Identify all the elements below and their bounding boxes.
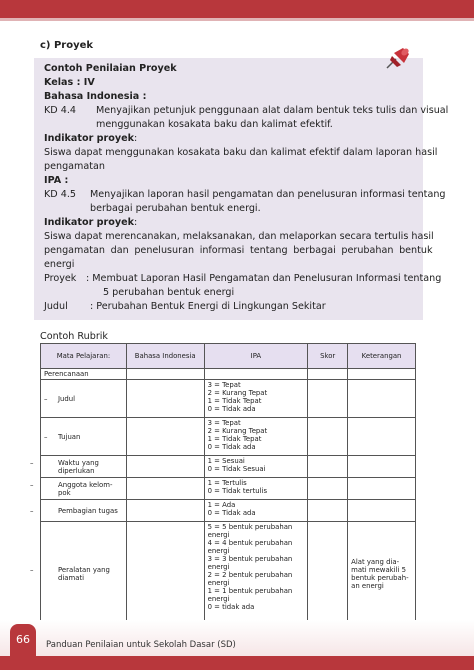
- col-header-bahasa: Bahasa Indonesia: [126, 344, 204, 369]
- item-label: Anggota kelom-pok: [58, 480, 113, 497]
- rubric-table: [30, 343, 416, 626]
- table-row: – Anggota kelom-pok 1 = Tertulis 0 = Tidak tertulis: [41, 478, 416, 500]
- subject-ipa: IPA :: [44, 175, 69, 186]
- proyek-line2: 5 perubahan bentuk energi: [103, 287, 235, 298]
- indicator1-heading: Indikator proyek:: [44, 133, 138, 144]
- proyek-line1: : Membuat Laporan Hasil Pengamatan dan Penelusuran Informasi tentang: [86, 273, 442, 284]
- footer-background: [0, 620, 474, 656]
- item-label: Tujuan: [58, 432, 81, 441]
- subject-bahasa: Bahasa Indonesia :: [44, 91, 147, 102]
- kd1-number: KD 4.4: [44, 105, 76, 116]
- table-row: – Tujuan 3 = Tepat 2 = Kurang Tepat 1 = Tidak Tepat 0 = Tidak ada: [41, 418, 416, 456]
- item-label: Peralatan yang diamati: [58, 565, 110, 582]
- indicator2-line2: pengamatan dan penelusuran informasi tentang berbagai perubahan bentuk: [44, 245, 433, 256]
- top-band-shadow: [0, 18, 474, 21]
- kd1-line2: menggunakan kosakata baku dan kalimat efektif.: [96, 119, 333, 130]
- push-pin-icon: [383, 44, 413, 72]
- item-label: Waktu yang diperlukan: [58, 458, 99, 475]
- project-title: Contoh Penilaian Proyek: [44, 63, 177, 74]
- item-label: Judul: [58, 394, 76, 403]
- table-row: – Pembagian tugas 1 = Ada 0 = Tidak ada: [41, 500, 416, 522]
- col-header-ipa: IPA: [204, 344, 308, 369]
- col-header-subject: Mata Pelajaran:: [41, 344, 127, 369]
- indicator2-heading: Indikator proyek:: [44, 217, 138, 228]
- project-box: [34, 58, 449, 320]
- class-label: Kelas : IV: [44, 77, 95, 88]
- page-number: 66: [10, 624, 36, 656]
- top-band: [0, 0, 474, 18]
- judul-label: Judul: [44, 301, 68, 312]
- proyek-label: Proyek: [44, 273, 77, 284]
- col-header-skor: Skor: [308, 344, 348, 369]
- judul-value: : Perubahan Bentuk Energi di Lingkungan Sekitar: [90, 301, 326, 312]
- section-label: Perencanaan: [41, 369, 127, 380]
- table-row: – Judul 3 = Tepat 2 = Kurang Tepat 1 = Tidak Tepat 0 = Tidak ada: [41, 380, 416, 418]
- rubric-title: Contoh Rubrik: [40, 331, 108, 342]
- section-row: [41, 369, 416, 380]
- bottom-band: [0, 656, 474, 670]
- indicator2-line3: energi: [44, 259, 75, 270]
- indicator1-line2: pengamatan: [44, 161, 105, 172]
- indicator2-line1: Siswa dapat merencanakan, melaksanakan, dan melaporkan secara tertulis hasil: [44, 231, 434, 242]
- kd2-number: KD 4.5: [44, 189, 76, 200]
- kd1-line1: Menyajikan petunjuk penggunaan alat dalam bentuk teks tulis dan visual: [96, 105, 449, 116]
- table-row: – Waktu yang diperlukan 1 = Sesuai 0 = Tidak Sesuai: [41, 456, 416, 478]
- kd2-line1: Menyajikan laporan hasil pengamatan dan penelusuran informasi tentang: [90, 189, 446, 200]
- section-heading: c) Proyek: [40, 40, 94, 51]
- indicator1-line1: Siswa dapat menggunakan kosakata baku dan kalimat efektif dalam laporan hasil: [44, 147, 438, 158]
- col-header-keterangan: Keterangan: [348, 344, 416, 369]
- note-cell: Alat yang dia-mati mewakili 5 bentuk perubah-an energi: [348, 522, 416, 626]
- rubric-header-row: [41, 344, 416, 369]
- table-row: – Peralatan yang diamati 5 = 5 bentuk perubahan energi 4 = 4 bentuk perubahan energi 3 = 3 bentuk perubahan energi 2 = 2 bentuk perubahan energi 1 = 1 bentuk perubahan energi 0 = tidak ada Alat yang dia-mati mewakili 5 bentuk perubah-an energi: [41, 522, 416, 626]
- kd2-line2: berbagai perubahan bentuk energi.: [90, 203, 261, 214]
- book-title: Panduan Penilaian untuk Sekolah Dasar (SD): [46, 640, 236, 650]
- item-label: Pembagian tugas: [58, 506, 118, 515]
